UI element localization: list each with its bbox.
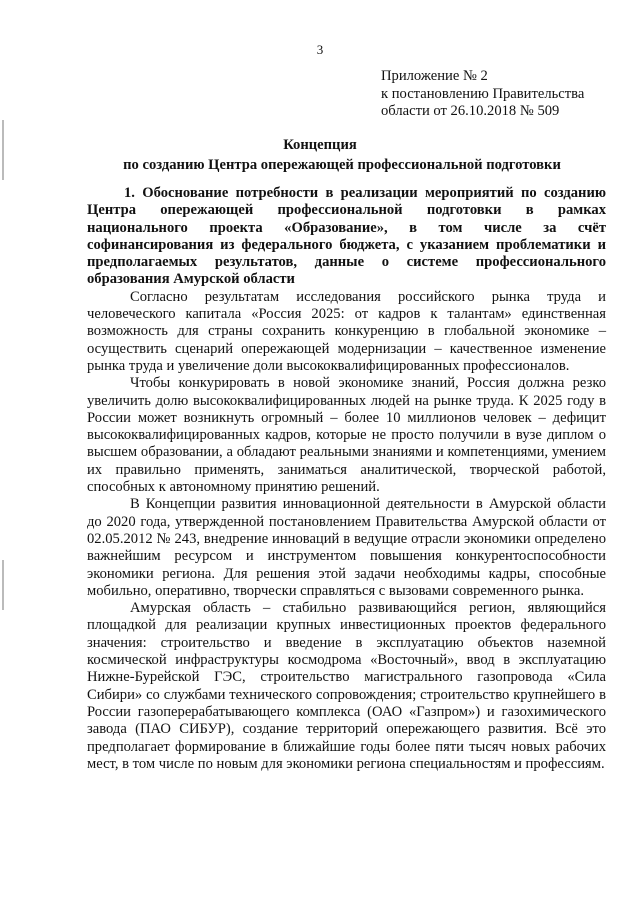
- paragraph: Амурская область – стабильно развивающийся регион, являющийся площадкой для реализации крупных инвестиционных проектов федерального значения: строительство и введение в эксплуатацию объектов наземной космической инфраструктуры космодрома «Восточный», ввод в эксплуатацию Нижне-Бурейской ГЭС, строительство магистрального газопровода «Сила Сибири» со службами технического сопровождения; строительство крупнейшего в России газоперерабатывающего комплекса (ОАО «Газпром») и газохимического завода (ПАО СИБУР), создание территорий опережающего развития. Всё это предполагает формирование в ближайшие годы более пяти тысяч новых рабочих мест, в том числе по новым для экономики региона специальностям и профессиям.: [87, 600, 606, 772]
- document-title: [0, 135, 640, 175]
- appendix-line: Приложение № 2: [381, 68, 488, 84]
- appendix-line: к постановлению Правительства: [381, 85, 585, 102]
- scan-margin-mark: [2, 560, 4, 610]
- document-body: [87, 185, 606, 773]
- section-heading: 1. Обоснование потребности в реализации мероприятий по созданию Центра опережающей профессиональной подготовки в рамках национального проекта «Образование», в том числе за счёт софинансирования из федерального бюджета, с указанием проблематики и предполагаемых результатов, данные о системе профессионального образования Амурской области: [87, 185, 606, 288]
- paragraph: В Концепции развития инновационной деятельности в Амурской области до 2020 года, утвержденной постановлением Правительства Амурской области от 02.05.2012 № 243, внедрение инноваций в ведущие отрасли экономики определено важнейшим ресурсом и инструментом повышения конкурентоспособности экономики региона. Для решения этой задачи необходимы кадры, способные мобильно, оперативно, творчески справляться с вызовами современного рынка.: [87, 496, 606, 599]
- appendix-line: области от 26.10.2018 № 509: [381, 103, 560, 119]
- paragraph: Согласно результатам исследования российского рынка труда и человеческого капитала «Россия 2025: от кадров к талантам» единственная возможность для страны сохранить конкуренцию в глобальной экономике – осуществить сценарий опережающей модернизации – качественное изменение рынка труда и увеличение доли высококвалифицированных профессионалов.: [87, 288, 606, 374]
- page-number: 3: [316, 42, 324, 57]
- paragraph: Чтобы конкурировать в новой экономике знаний, Россия должна резко увеличить долю высококвалифицированных людей на рынке труда. К 2025 году в России может возникнуть огромный – более 10 миллионов человек – дефицит высококвалифицированных кадров, которые не просто получили в вузе диплом о высшем образовании, а обладают реальными знаниями и компетенциями, умением их правильно применять, заниматься аналитической, творческой работой, способных к автономному принятию решений.: [87, 375, 606, 496]
- appendix-block: [381, 68, 584, 121]
- title-main: Концепция: [283, 137, 357, 153]
- title-sub: по созданию Центра опережающей профессиональной подготовки: [123, 157, 561, 173]
